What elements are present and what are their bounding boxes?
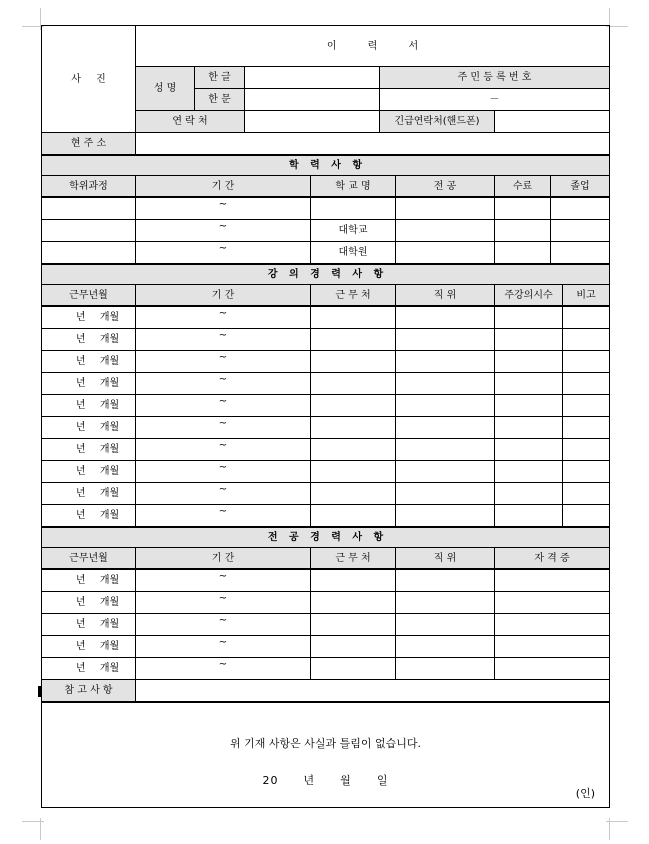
education-header-major: 전 공 xyxy=(396,176,495,198)
education-graduated-cell[interactable] xyxy=(551,242,610,264)
duration-cell[interactable] xyxy=(136,351,311,373)
lecture-weekly-hours-cell[interactable] xyxy=(495,439,563,461)
address-label: 현 주 소 xyxy=(42,133,136,155)
work-period-cell[interactable] xyxy=(42,483,136,505)
work-period-month-label: 개월 xyxy=(99,597,120,608)
name-hanja-label: 한 문 xyxy=(195,89,245,111)
lecture-header-note: 비고 xyxy=(563,285,610,307)
work-period-cell[interactable] xyxy=(42,658,136,680)
emergency-contact-input[interactable] xyxy=(495,111,610,133)
work-period-year-label: 년 xyxy=(75,510,86,521)
seal-label: (인) xyxy=(575,786,595,800)
lecture-workplace-cell[interactable] xyxy=(311,461,396,483)
work-period-cell[interactable] xyxy=(42,592,136,614)
period-tilde: ~ xyxy=(218,637,228,648)
period-tilde: ~ xyxy=(218,221,228,232)
duration-cell[interactable] xyxy=(136,461,311,483)
work-period-month-label: 개월 xyxy=(99,619,120,630)
work-period-month-label: 개월 xyxy=(99,422,120,433)
lecture-workplace-cell[interactable] xyxy=(311,483,396,505)
lecture-header-position: 직 위 xyxy=(396,285,495,307)
date-year-label: 년 xyxy=(303,773,316,787)
work-period-month-label: 개월 xyxy=(99,641,120,652)
work-period-cell[interactable] xyxy=(42,351,136,373)
resident-number-input[interactable]: － xyxy=(380,89,610,111)
education-graduated-cell[interactable] xyxy=(551,197,610,220)
education-completed-cell[interactable] xyxy=(495,197,551,220)
lecture-note-cell[interactable] xyxy=(563,306,610,329)
education-major-cell[interactable] xyxy=(396,197,495,220)
period-tilde: ~ xyxy=(218,418,228,429)
duration-cell[interactable] xyxy=(136,592,311,614)
declaration-block xyxy=(42,703,610,808)
name-label: 성 명 xyxy=(136,67,195,111)
major-position-cell[interactable] xyxy=(396,569,495,592)
duration-cell[interactable] xyxy=(136,658,311,680)
lecture-header-duration: 기 간 xyxy=(136,285,311,307)
personal-info-table xyxy=(41,25,610,155)
lecture-weekly-hours-cell[interactable] xyxy=(495,306,563,329)
lecture-workplace-cell[interactable] xyxy=(311,417,396,439)
contact-input[interactable] xyxy=(245,111,380,133)
work-period-year-label: 년 xyxy=(75,575,86,586)
table-row xyxy=(42,220,610,242)
declaration-table xyxy=(41,702,610,808)
education-school-cell[interactable]: 대학교 xyxy=(311,220,396,242)
education-period-cell[interactable] xyxy=(136,197,311,220)
lecture-weekly-hours-cell[interactable] xyxy=(495,351,563,373)
lecture-weekly-hours-cell[interactable] xyxy=(495,461,563,483)
period-tilde: ~ xyxy=(218,374,228,385)
table-row xyxy=(42,306,610,329)
work-period-year-label: 년 xyxy=(75,619,86,630)
education-degree-cell[interactable] xyxy=(42,220,136,242)
lecture-position-cell[interactable] xyxy=(396,373,495,395)
duration-cell[interactable] xyxy=(136,483,311,505)
lecture-workplace-cell[interactable] xyxy=(311,395,396,417)
lecture-note-cell[interactable] xyxy=(563,395,610,417)
major-position-cell[interactable] xyxy=(396,636,495,658)
lecture-workplace-cell[interactable] xyxy=(311,351,396,373)
table-row xyxy=(42,395,610,417)
education-table xyxy=(41,155,610,264)
work-period-year-label: 년 xyxy=(75,334,86,345)
table-row xyxy=(42,461,610,483)
lecture-note-cell[interactable] xyxy=(563,329,610,351)
period-tilde: ~ xyxy=(218,615,228,626)
major-position-cell[interactable] xyxy=(396,614,495,636)
lecture-workplace-cell[interactable] xyxy=(311,373,396,395)
work-period-cell[interactable] xyxy=(42,614,136,636)
period-tilde: ~ xyxy=(218,484,228,495)
lecture-weekly-hours-cell[interactable] xyxy=(495,395,563,417)
date-day-label: 일 xyxy=(376,773,389,787)
emergency-contact-label: 긴급연락처(핸드폰) xyxy=(380,111,495,133)
education-major-cell[interactable] xyxy=(396,242,495,264)
work-period-month-label: 개월 xyxy=(99,312,120,323)
date-month-label: 월 xyxy=(340,773,352,787)
major-career-section-title: 전 공 경 력 사 항 xyxy=(42,528,610,548)
period-tilde: ~ xyxy=(218,440,228,451)
table-row xyxy=(42,658,610,680)
major-workplace-cell[interactable] xyxy=(311,636,396,658)
duration-cell[interactable] xyxy=(136,329,311,351)
period-tilde: ~ xyxy=(218,506,228,517)
duration-cell[interactable] xyxy=(136,417,311,439)
work-period-year-label: 년 xyxy=(75,422,86,433)
lecture-career-section-title: 강 의 경 력 사 항 xyxy=(42,265,610,285)
work-period-cell[interactable] xyxy=(42,636,136,658)
education-completed-cell[interactable] xyxy=(495,242,551,264)
table-row xyxy=(42,439,610,461)
period-tilde: ~ xyxy=(218,659,228,670)
period-tilde: ~ xyxy=(218,308,228,319)
lecture-note-cell[interactable] xyxy=(563,373,610,395)
education-completed-cell[interactable] xyxy=(495,220,551,242)
lecture-position-cell[interactable] xyxy=(396,329,495,351)
table-row xyxy=(42,351,610,373)
lecture-note-cell[interactable] xyxy=(563,505,610,527)
education-degree-cell[interactable] xyxy=(42,197,136,220)
duration-cell[interactable] xyxy=(136,636,311,658)
duration-cell[interactable] xyxy=(136,569,311,592)
period-tilde: ~ xyxy=(218,593,228,604)
major-workplace-cell[interactable] xyxy=(311,658,396,680)
work-period-year-label: 년 xyxy=(75,641,86,652)
table-row xyxy=(42,592,610,614)
lecture-position-cell[interactable] xyxy=(396,306,495,329)
contact-label: 연 락 처 xyxy=(136,111,245,133)
declaration-date-line xyxy=(42,775,609,787)
table-row xyxy=(42,197,610,220)
education-graduated-cell[interactable] xyxy=(551,220,610,242)
photo-placeholder-cell[interactable]: 사 진 xyxy=(42,26,136,133)
education-degree-cell[interactable] xyxy=(42,242,136,264)
lecture-note-cell[interactable] xyxy=(563,483,610,505)
lecture-header-workplace: 근 무 처 xyxy=(311,285,396,307)
work-period-month-label: 개월 xyxy=(99,510,120,521)
education-header-graduated: 졸업 xyxy=(551,176,610,198)
lecture-position-cell[interactable] xyxy=(396,461,495,483)
lecture-weekly-hours-cell[interactable] xyxy=(495,483,563,505)
work-period-month-label: 개월 xyxy=(99,663,120,674)
work-period-month-label: 개월 xyxy=(99,444,120,455)
work-period-year-label: 년 xyxy=(75,312,86,323)
period-tilde: ~ xyxy=(218,396,228,407)
period-tilde: ~ xyxy=(218,330,228,341)
lecture-workplace-cell[interactable] xyxy=(311,306,396,329)
major-header-work-period: 근무년월 xyxy=(42,548,136,570)
name-korean-input[interactable] xyxy=(245,67,380,89)
work-period-cell[interactable] xyxy=(42,461,136,483)
major-position-cell[interactable] xyxy=(396,658,495,680)
lecture-position-cell[interactable] xyxy=(396,351,495,373)
table-row xyxy=(42,483,610,505)
resident-number-label: 주 민 등 록 번 호 xyxy=(380,67,610,89)
work-period-cell[interactable] xyxy=(42,439,136,461)
table-row xyxy=(42,417,610,439)
duration-cell[interactable] xyxy=(136,505,311,527)
crop-mark-bottom-right-vertical xyxy=(609,818,610,840)
work-period-year-label: 년 xyxy=(75,597,86,608)
education-header-degree: 학위과정 xyxy=(42,176,136,198)
duration-cell[interactable] xyxy=(136,439,311,461)
crop-mark-bottom-left-vertical xyxy=(40,818,41,840)
lecture-career-table xyxy=(41,264,610,527)
major-certificate-cell[interactable] xyxy=(495,636,610,658)
work-period-cell[interactable] xyxy=(42,569,136,592)
education-period-cell[interactable] xyxy=(136,242,311,264)
major-header-position: 직 위 xyxy=(396,548,495,570)
work-period-cell[interactable] xyxy=(42,505,136,527)
work-period-year-label: 년 xyxy=(75,400,86,411)
address-input[interactable] xyxy=(136,133,610,155)
major-certificate-cell[interactable] xyxy=(495,569,610,592)
major-workplace-cell[interactable] xyxy=(311,592,396,614)
education-header-period: 기 간 xyxy=(136,176,311,198)
lecture-position-cell[interactable] xyxy=(396,505,495,527)
lecture-header-work-period: 근무년월 xyxy=(42,285,136,307)
remarks-label: 참 고 사 항 xyxy=(42,680,136,702)
duration-cell[interactable] xyxy=(136,306,311,329)
major-certificate-cell[interactable] xyxy=(495,658,610,680)
table-row xyxy=(42,614,610,636)
period-tilde: ~ xyxy=(218,462,228,473)
lecture-note-cell[interactable] xyxy=(563,351,610,373)
lecture-position-cell[interactable] xyxy=(396,483,495,505)
work-period-month-label: 개월 xyxy=(99,356,120,367)
major-header-workplace: 근 무 처 xyxy=(311,548,396,570)
period-tilde: ~ xyxy=(218,243,228,254)
education-header-completed: 수료 xyxy=(495,176,551,198)
work-period-cell[interactable] xyxy=(42,329,136,351)
period-tilde: ~ xyxy=(218,571,228,582)
work-period-cell[interactable] xyxy=(42,373,136,395)
work-period-year-label: 년 xyxy=(75,356,86,367)
lecture-position-cell[interactable] xyxy=(396,417,495,439)
major-career-table xyxy=(41,527,610,702)
declaration-statement: 위 기재 사항은 사실과 틀림이 없습니다. xyxy=(230,737,421,751)
work-period-month-label: 개월 xyxy=(99,400,120,411)
major-header-certificate: 자 격 증 xyxy=(495,548,610,570)
lecture-weekly-hours-cell[interactable] xyxy=(495,505,563,527)
lecture-weekly-hours-cell[interactable] xyxy=(495,373,563,395)
work-period-month-label: 개월 xyxy=(99,334,120,345)
work-period-year-label: 년 xyxy=(75,444,86,455)
resume-form xyxy=(41,25,609,808)
work-period-cell[interactable] xyxy=(42,306,136,329)
date-prefix: 20 xyxy=(262,773,279,787)
major-workplace-cell[interactable] xyxy=(311,614,396,636)
lecture-header-weekly-hours: 주강의시수 xyxy=(495,285,563,307)
table-row xyxy=(42,329,610,351)
work-period-year-label: 년 xyxy=(75,466,86,477)
lecture-workplace-cell[interactable] xyxy=(311,439,396,461)
table-row xyxy=(42,569,610,592)
duration-cell[interactable] xyxy=(136,395,311,417)
education-school-cell[interactable] xyxy=(311,197,396,220)
education-period-cell[interactable] xyxy=(136,220,311,242)
duration-cell[interactable] xyxy=(136,614,311,636)
lecture-note-cell[interactable] xyxy=(563,439,610,461)
lecture-position-cell[interactable] xyxy=(396,439,495,461)
lecture-weekly-hours-cell[interactable] xyxy=(495,329,563,351)
work-period-month-label: 개월 xyxy=(99,378,120,389)
lecture-weekly-hours-cell[interactable] xyxy=(495,417,563,439)
education-header-school: 학 교 명 xyxy=(311,176,396,198)
period-tilde: ~ xyxy=(218,199,228,210)
work-period-year-label: 년 xyxy=(75,378,86,389)
work-period-cell[interactable] xyxy=(42,417,136,439)
remarks-input[interactable] xyxy=(136,680,610,702)
table-row xyxy=(42,373,610,395)
work-period-month-label: 개월 xyxy=(99,488,120,499)
period-tilde: ~ xyxy=(218,352,228,363)
page-title: 이 력 서 xyxy=(136,26,610,67)
major-workplace-cell[interactable] xyxy=(311,569,396,592)
table-row xyxy=(42,636,610,658)
name-korean-label: 한 글 xyxy=(195,67,245,89)
work-period-year-label: 년 xyxy=(75,663,86,674)
education-school-cell[interactable]: 대학원 xyxy=(311,242,396,264)
major-certificate-cell[interactable] xyxy=(495,592,610,614)
work-period-year-label: 년 xyxy=(75,488,86,499)
lecture-position-cell[interactable] xyxy=(396,395,495,417)
work-period-month-label: 개월 xyxy=(99,575,120,586)
lecture-workplace-cell[interactable] xyxy=(311,505,396,527)
name-hanja-input[interactable] xyxy=(245,89,380,111)
duration-cell[interactable] xyxy=(136,373,311,395)
table-row xyxy=(42,242,610,264)
lecture-note-cell[interactable] xyxy=(563,417,610,439)
table-row xyxy=(42,505,610,527)
major-position-cell[interactable] xyxy=(396,592,495,614)
lecture-workplace-cell[interactable] xyxy=(311,329,396,351)
major-certificate-cell[interactable] xyxy=(495,614,610,636)
education-section-title: 학 력 사 항 xyxy=(42,156,610,176)
lecture-note-cell[interactable] xyxy=(563,461,610,483)
work-period-month-label: 개월 xyxy=(99,466,120,477)
major-header-duration: 기 간 xyxy=(136,548,311,570)
work-period-cell[interactable] xyxy=(42,395,136,417)
education-major-cell[interactable] xyxy=(396,220,495,242)
